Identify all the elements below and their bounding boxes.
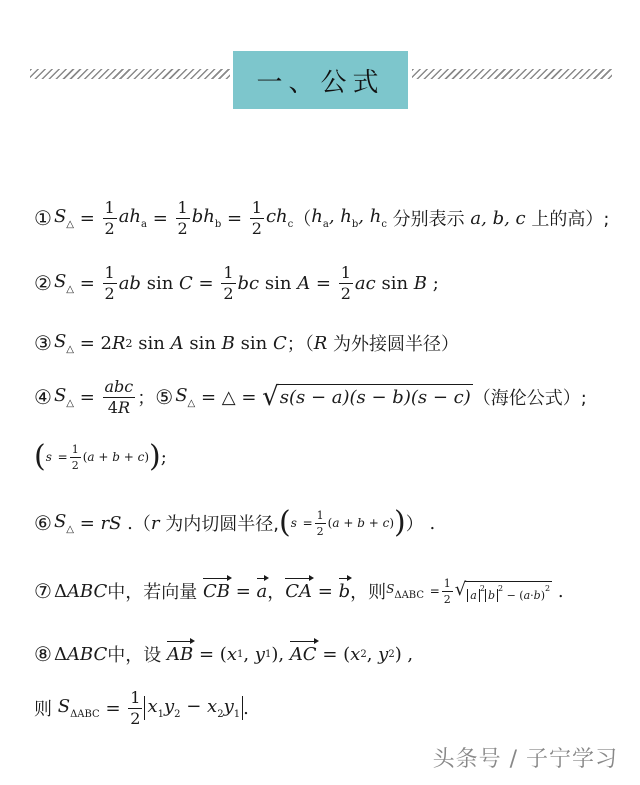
- formula-2: ② $S_\triangle$ = $\frac{1}{2}$ ab sin C = $\frac{1}{2}$ bc sin A = $\frac{1}{2}$ ac sin B ;: [34, 262, 439, 303]
- line5-note: （海伦公式）;: [472, 388, 587, 409]
- marker-2: ②: [34, 271, 52, 295]
- decorative-hatch-right: [412, 69, 612, 79]
- line3-note: 为外接圆半径: [333, 334, 442, 355]
- line1-note: 分别表示: [392, 209, 465, 230]
- formula-8: ⑧ Δ ABC 中，设 AB = ( x 1 , y 1 ), AC = ( x 2 , y 2 ) ,: [34, 642, 414, 666]
- formula-4-5: ④ $S_\triangle$ = $\frac{\text{abc}}{4R}$ ； ⑤ $S_\triangle$ = △ = √ s(s − a)(s − b)(s − c) （海伦公式）;: [34, 376, 587, 417]
- marker-7: ⑦: [34, 579, 52, 603]
- formula-3: ③ $S_\triangle$ = 2 R 2 sin A sin B sin C ；（ R 为外接圆半径 ）: [34, 331, 460, 355]
- formula-s-def: ( s = $\frac{1}{2}$ (a + b + c) ) ;: [34, 439, 167, 474]
- formula-7: ⑦ Δ ABC 中，若向量 CB = a ， CA = b ，则 $S_{\Delta ABC}$ = $\frac{1}{2}$ √ $a^2b^2 - (a\cdot b)^2$ .: [34, 576, 564, 606]
- marker-6: ⑥: [34, 511, 52, 535]
- marker-5: ⑤: [155, 385, 174, 409]
- marker-3: ③: [34, 331, 52, 355]
- area-sqrt: √ $a^2b^2 - (a\cdot b)^2$: [454, 578, 551, 602]
- section-title: 一、公式: [233, 51, 408, 109]
- formula-8-result: 则 $S_{\Delta ABC}$ = $\frac{1}{2}$ $x_1y_2 - x_2y_1$ .: [34, 687, 249, 728]
- decorative-hatch-left: [30, 69, 230, 79]
- marker-1: ①: [34, 206, 52, 230]
- marker-4: ④: [34, 385, 52, 409]
- formula-1: ① $S_\triangle$ = $\frac{1}{2}$ $ah_a$ = $\frac{1}{2}$ $bh_b$ = $\frac{1}{2}$ $ch_c$ （ $h_a$, $h_b$, $h_c$ 分别表示 a, b, c 上的高 ）;: [34, 197, 610, 238]
- line6-note: 为内切圆半径,: [165, 514, 279, 535]
- line1-note-tail: 上的高: [531, 209, 586, 230]
- marker-8: ⑧: [34, 642, 52, 666]
- watermark: 头条号 / 子宁学习: [432, 747, 618, 772]
- heron-sqrt: √ s(s − a)(s − b)(s − c): [262, 382, 471, 412]
- formula-6: ⑥ $S_\triangle$ = rS . （ r 为内切圆半径, ( s = $\frac{1}{2}$ (a + b + c) ) ） .: [34, 505, 436, 540]
